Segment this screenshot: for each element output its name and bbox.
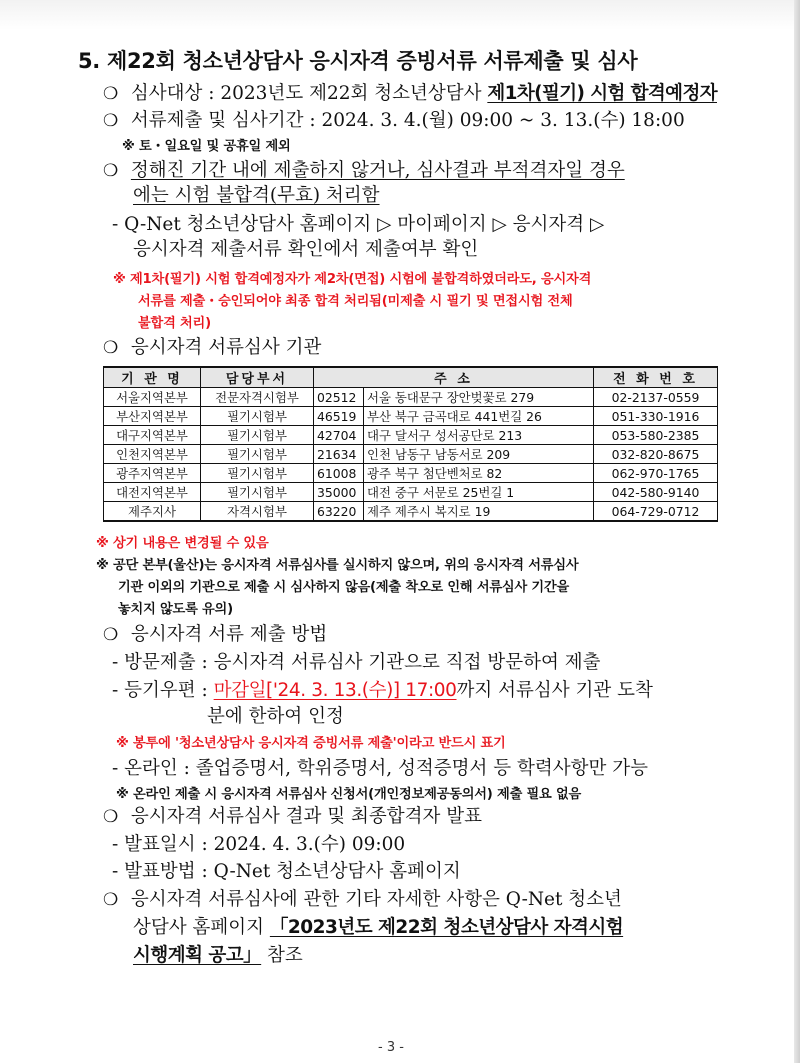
table-row [104,483,718,502]
circle-bullet-icon: ❍ [103,890,119,910]
holiday-note: ※ 토・일요일 및 공휴일 제외 [122,139,291,154]
cell-address: 대전 중구 서문로 25번길 1 [364,483,594,502]
cell-phone: 064-729-0712 [594,502,718,522]
table-row [104,388,718,407]
cell-org: 서울지역본부 [104,388,201,407]
other-line3-suffix: 참조 [261,945,303,966]
cell-phone: 053-580-2385 [594,426,718,445]
page-top-shade [0,0,800,30]
table-row [104,407,718,426]
cell-zip: 63220 [314,502,364,522]
circle-bullet-icon: ❍ [103,84,119,104]
submission-period-text: 서류제출 및 심사기간 : 2024. 3. 4.(월) 09:00 ~ 3. 13.(수) 18:00 [130,110,685,131]
cell-dept: 자격시험부 [201,502,314,522]
header-dept: 담당부서 [201,367,314,388]
cell-zip: 21634 [314,445,364,464]
cell-dept: 필기시험부 [201,445,314,464]
cell-zip: 02512 [314,388,364,407]
result-heading [103,806,482,828]
submission-period [103,110,685,132]
other-line2-ref: 「2023년도 제22회 청소년상담사 자격시험 [269,917,624,938]
online-submission: - 온라인 : 졸업증명서, 학위증명서, 성적증명서 등 학력사항만 가능 [112,758,648,779]
circle-bullet-icon: ❍ [103,161,119,181]
cell-dept: 필기시험부 [201,407,314,426]
review-target [103,83,717,105]
cell-org: 광주지역본부 [104,464,201,483]
cell-org: 제주지사 [104,502,201,522]
cell-dept: 필기시험부 [201,483,314,502]
other-line2 [133,917,623,939]
visit-submission: - 방문제출 : 응시자격 서류심사 기관으로 직접 방문하여 제출 [112,652,601,673]
cell-phone: 02-2137-0559 [594,388,718,407]
circle-bullet-icon: ❍ [103,625,119,645]
other-line3 [133,945,303,967]
header-address: 주 소 [314,367,594,388]
review-target-label: 심사대상 : 2023년도 제22회 청소년상담사 [130,83,488,104]
cell-org: 대전지역본부 [104,483,201,502]
failure-notice-line2: 에는 시험 불합격(무효) 처리함 [133,185,380,206]
mail-prefix: - 등기우편 : [112,680,214,701]
table-row [104,464,718,483]
mail-suffix: 까지 서류심사 기관 도착 [456,680,653,701]
cell-dept: 필기시험부 [201,426,314,445]
cell-dept: 필기시험부 [201,464,314,483]
check-path-line2: 응시자격 제출서류 확인에서 제출여부 확인 [133,239,479,260]
cell-org: 인천지역본부 [104,445,201,464]
cell-phone: 062-970-1765 [594,464,718,483]
cell-phone: 032-820-8675 [594,445,718,464]
cell-org: 부산지역본부 [104,407,201,426]
other-line3-ref: 시행계획 공고」 [133,945,262,966]
cell-zip: 42704 [314,426,364,445]
org-table [103,366,718,522]
page-number: - 3 - [378,1040,404,1055]
failure-notice [103,160,625,182]
cell-phone: 051-330-1916 [594,407,718,426]
header-phone: 전 화 번 호 [594,367,718,388]
method-heading [103,624,327,646]
header-org: 기 관 명 [104,367,201,388]
circle-bullet-icon: ❍ [103,111,119,131]
org-heading [103,337,321,359]
section-title: 5. 제22회 청소년상담사 응시자격 증빙서류 서류제출 및 심사 [78,49,638,73]
check-path-line1: - Q-Net 청소년상담사 홈페이지 ▷ 마이페이지 ▷ 응시자격 ▷ [112,214,605,235]
table-header-row [104,367,718,388]
cell-address: 광주 북구 첨단벤처로 82 [364,464,594,483]
red-note-3: ※ 봉투에 '청소년상담사 응시자격 증빙서류 제출'이라고 반드시 표기 [116,736,506,751]
cell-address: 인천 남동구 남동서로 209 [364,445,594,464]
cell-address: 서울 동대문구 장안벚꽃로 279 [364,388,594,407]
announce-date: - 발표일시 : 2024. 4. 3.(수) 09:00 [112,834,406,855]
circle-bullet-icon: ❍ [103,807,119,827]
red-note-1-line3: 불합격 처리) [138,316,211,331]
online-note: ※ 온라인 제출 시 응시자격 서류심사 신청서(개인정보제공동의서) 제출 필요 없음 [116,787,582,802]
hq-note-line2: 기관 이외의 기관으로 제출 시 심사하지 않음(제출 착오로 인해 서류심사 기간을 [118,580,569,595]
mail-deadline: 마감일['24. 3. 13.(수)] 17:00 [213,680,457,701]
hq-note-line3: 놓치지 않도록 유의) [118,602,233,617]
cell-address: 부산 북구 금곡대로 441번길 26 [364,407,594,426]
cell-phone: 042-580-9140 [594,483,718,502]
cell-org: 대구지역본부 [104,426,201,445]
failure-notice-line1: 정해진 기간 내에 제출하지 않거나, 심사결과 부적격자일 경우 [130,160,625,181]
red-note-2: ※ 상기 내용은 변경될 수 있음 [96,536,269,551]
cell-zip: 35000 [314,483,364,502]
table-row [104,502,718,522]
red-note-1-line1: ※ 제1차(필기) 시험 합격예정자가 제2차(면접) 시험에 불합격하였더라도, 응시자격 [113,272,592,287]
mail-submission [112,680,653,702]
table-row [104,445,718,464]
circle-bullet-icon: ❍ [103,338,119,358]
announce-method: - 발표방법 : Q-Net 청소년상담사 홈페이지 [112,861,461,882]
other-line1: 응시자격 서류심사에 관한 기타 자세한 사항은 Q-Net 청소년 [130,889,622,910]
result-heading-text: 응시자격 서류심사 결과 및 최종합격자 발표 [130,806,482,827]
method-heading-text: 응시자격 서류 제출 방법 [130,624,328,645]
cell-address: 제주 제주시 복지로 19 [364,502,594,522]
cell-address: 대구 달서구 성서공단로 213 [364,426,594,445]
cell-zip: 61008 [314,464,364,483]
cell-dept: 전문자격시험부 [201,388,314,407]
table-row [104,426,718,445]
other-info [103,889,622,911]
org-heading-text: 응시자격 서류심사 기관 [130,337,322,358]
review-target-highlight: 제1차(필기) 시험 합격예정자 [487,83,717,104]
other-line2-prefix: 상담사 홈페이지 [133,917,270,938]
red-note-1-line2: 서류를 제출・승인되어야 최종 합격 처리됨(미제출 시 필기 및 면접시험 전체 [138,294,573,309]
mail-line2: 분에 한하여 인정 [207,706,344,727]
page-edge [794,0,800,1063]
hq-note-line1: ※ 공단 본부(울산)는 응시자격 서류심사를 실시하지 않으며, 위의 응시자격 서류심사 [96,558,579,573]
cell-zip: 46519 [314,407,364,426]
